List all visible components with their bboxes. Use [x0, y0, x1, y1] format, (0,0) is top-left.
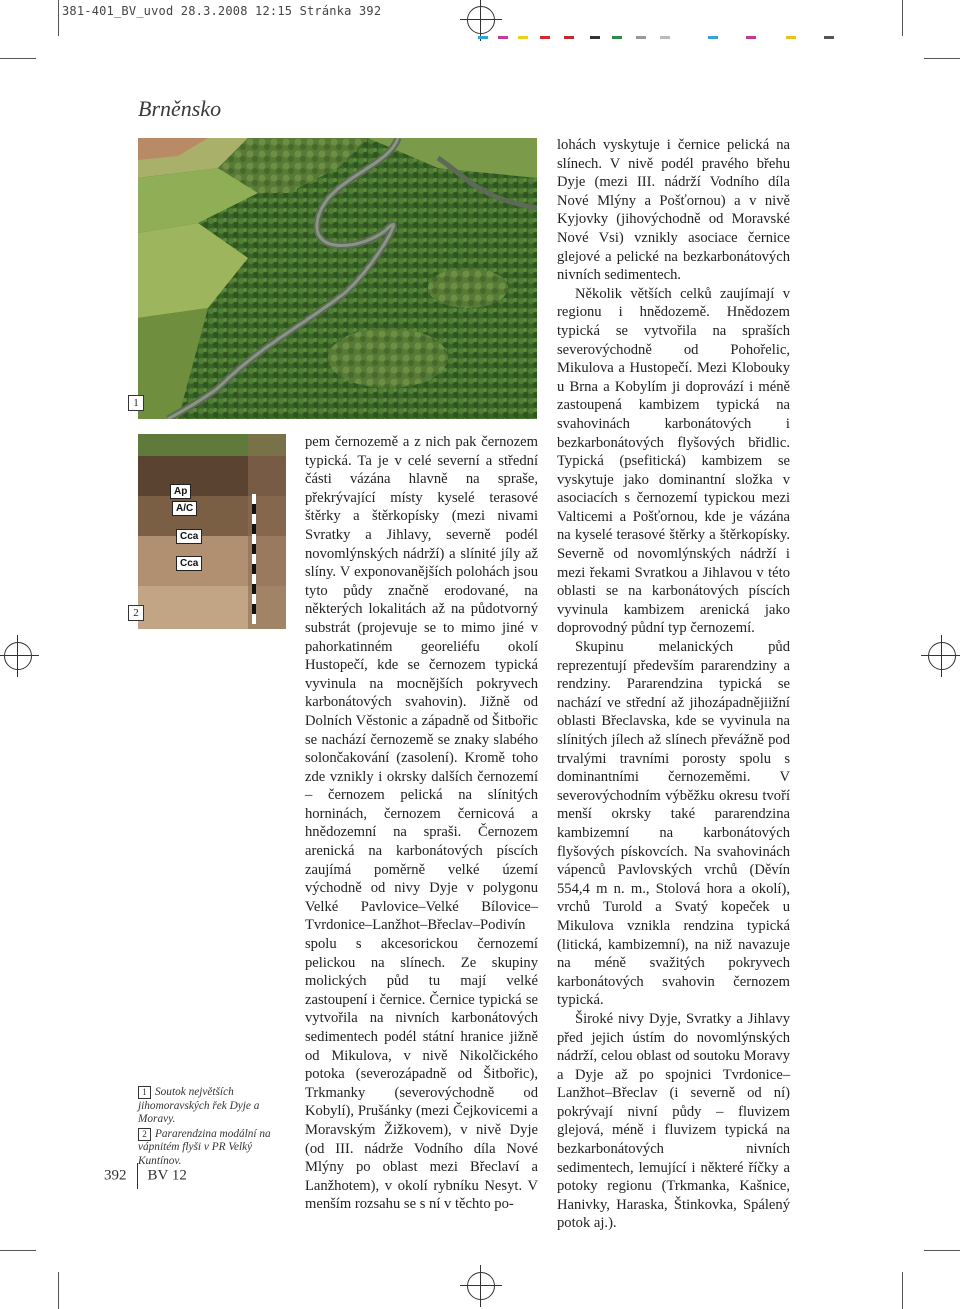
registration-mark-icon: [928, 642, 956, 670]
color-bar: [824, 36, 834, 39]
text-column-middle: [305, 433, 538, 1214]
horizon-label: Ap: [170, 484, 191, 499]
aerial-river-photo: [138, 138, 537, 419]
crop-mark: [924, 58, 960, 59]
aerial-river-illustration: [138, 138, 537, 419]
registration-mark-icon: [4, 642, 32, 670]
page-footer: [104, 1163, 187, 1189]
figure-number-1: 1: [128, 395, 144, 411]
crop-mark: [58, 1272, 59, 1309]
color-bar: [746, 36, 756, 39]
crop-mark: [0, 58, 36, 59]
color-bar: [540, 36, 550, 39]
section-title: Brněnsko: [138, 96, 222, 121]
crop-mark: [0, 1250, 36, 1251]
caption-1: [138, 1086, 288, 1127]
color-bar: [612, 36, 622, 39]
page-number: 392: [104, 1167, 127, 1184]
color-bar: [636, 36, 646, 39]
color-bar: [478, 36, 488, 39]
paragraph: pem černozemě a z nich pak černozem typická. Ta je v celé severní a střední části vázána hlavně na spraše, překrývající místy kyselé terasové štěrky a štěrkopísky (mezi nivami Svratky a Jihlavy, severně podél novomlýnských nádrží) a slínité jíly až slíny. V exponovanějších polohách jsou tyto půdy značně erodované, na některých lokalitách až na půdotvorný substrát (projevuje se to mimo jiné v pahorkatinném georeliéfu okolí Hustopečí, kde se černozem typická vyvinula na mocnějších pokryvech karbonátových svahovin). Jižně od Dolních Věstonic a západně od Šitbořic se nachází černozemě se znaky slabého solončakování (zasolení). Kromě toho zde vznikly i okrsky dalších černozemí – černozem pelická na slínitých horninách, černozem černicová a hnědozemní na spraši. Černozem arenická na karbonátových píscích zaujímá poměrně velké území východně od nivy Dyje v polygonu Velké Pavlovice–Velké Bílovice–Tvrdonice–Lanžhot–Břeclav–Podivín spolu s akcesorickou černozemí pelickou na slínech. Ze skupiny molických půd tu mají velké zastoupení i černice. Černice typická se vytvořila na nivních karbonátových sedimentech podél státní hranice jižně od Mikulova, v nivě Nikolčického potoka (severozápadně od Šitbořic), Trkmanky (severovýchodně od Kobylí), Prušánky (mezi Čejkovicemi a Moravským Žižkovem), v nivě Dyje (od III. nádrže Vodního díla Nové Mlýny po oblast mezi Břeclaví a Lanžhotem), v okolí rybníku Nesyt. V menším rozsahu se s ní v těchto po-: [305, 434, 538, 1213]
crop-mark: [902, 0, 903, 36]
crop-mark: [902, 1272, 903, 1309]
soil-profile-photo: [138, 434, 286, 629]
color-bar: [708, 36, 718, 39]
paragraph: Skupinu melanických půd reprezentují především pararendziny a rendziny. Pararendzina typická se nachází ve střední až jihozápadnějiižní oblasti Břeclavska, kde se vyvinula na slínitých jílech až slínech převážně pod trvalými travními porosty spolu s dominantními černozeměmi. V severovýchodním výběžku okresu tvoří menší okrsky také pararendzina kambizemní na karbonátových flyšových pískovcích. Na svahovinách vápenců Pavlovských vrchů (Děvín 554,4 m n. m., Stolová hora a okolí), vrchů Turold a Svatý kopeček u Mikulova vznikla rendzina typická (litická, kambizemní), na niž navazuje na méně svažitých pokryvech karbonátových svahovin černozem typická.: [557, 639, 790, 1009]
caption-number: 1: [138, 1086, 151, 1099]
horizon-label: Cca: [176, 529, 202, 544]
paragraph: Několik větších celků zaujímají v regionu i hnědozemě. Hnědozem typická se vytvořila na spraších severovýchodně od Pohořelic, Mikulova a Hustopečí. Mezi Klobouky u Brna a Kobylím ji doprovází i méně zastoupená kambizem typická na svahovinách karbonátových i bezkarbonátových flyšových břidlic. Typická (psefitická) kambizem se vyskytuje jako dominantní složka v asociacích s černozemí typickou mezi Valticemi a Pošťornou, kde je vázána na kyselé terasové štěrky a štěrkopísky. Severně od novomlýnských nádrží i mezi řekami Svratkou a Jihlavou v této oblasti se na karbonátových píscích vyvinula kambizem arenická jako doprovodný půdní typ černozemí.: [557, 285, 790, 637]
color-bar: [590, 36, 600, 39]
caption-text: Pararendzina modální na vápnitém flyši v PR Velký Kuntínov.: [138, 1127, 271, 1167]
text-column-right: [557, 136, 790, 1233]
publication-code: BV 12: [147, 1167, 187, 1184]
color-bar: [786, 36, 796, 39]
soil-profile-illustration: [138, 434, 286, 629]
figure-captions: [138, 1086, 288, 1169]
paragraph: lohách vyskytuje i černice pelická na slínech. V nivě podél pravého břehu Dyje (mezi III. nádrží Vodního díla Nové Mlýny a Pošťornou) a v nivě Kyjovky (jihovýchodně od Moravské Nové Vsi) vznikly asociace černice glejové a pelické na bezkarbonátových nivních sedimentech.: [557, 137, 790, 284]
print-slug: 381-401_BV_uvod 28.3.2008 12:15 Stránka 392: [62, 4, 382, 18]
horizon-label: A/C: [172, 501, 197, 516]
crop-mark: [924, 1250, 960, 1251]
footer-separator: [137, 1163, 138, 1189]
caption-number: 2: [138, 1128, 151, 1141]
paragraph: Široké nivy Dyje, Svratky a Jihlavy před jejich ústím do novomlýnských nádrží, celou oblast od soutoku Moravy a Dyje až po spojnici Tvrdonice–Lanžhot–Břeclav (i severně od ní) pokrývají nivní půdy – fluvizem glejová, méně i fluvizem typická na bezkarbonátových nivních sedimentech, lemující i některé říčky a potoky regionu (Trkmanka, Kašnice, Hanivky, Haraska, Štinkovka, Spálený potok aj.).: [557, 1010, 790, 1232]
figure-number-2: 2: [128, 605, 144, 621]
color-bar: [660, 36, 670, 39]
caption-text: Soutok největších jihomoravských řek Dyje a Moravy.: [138, 1086, 260, 1125]
horizon-label: Cca: [176, 556, 202, 571]
caption-2: [138, 1128, 288, 1169]
color-bar: [564, 36, 574, 39]
color-bar: [498, 36, 508, 39]
registration-mark-icon: [467, 1272, 495, 1300]
crop-mark: [58, 0, 59, 36]
registration-mark-icon: [467, 6, 495, 34]
color-bar: [518, 36, 528, 39]
